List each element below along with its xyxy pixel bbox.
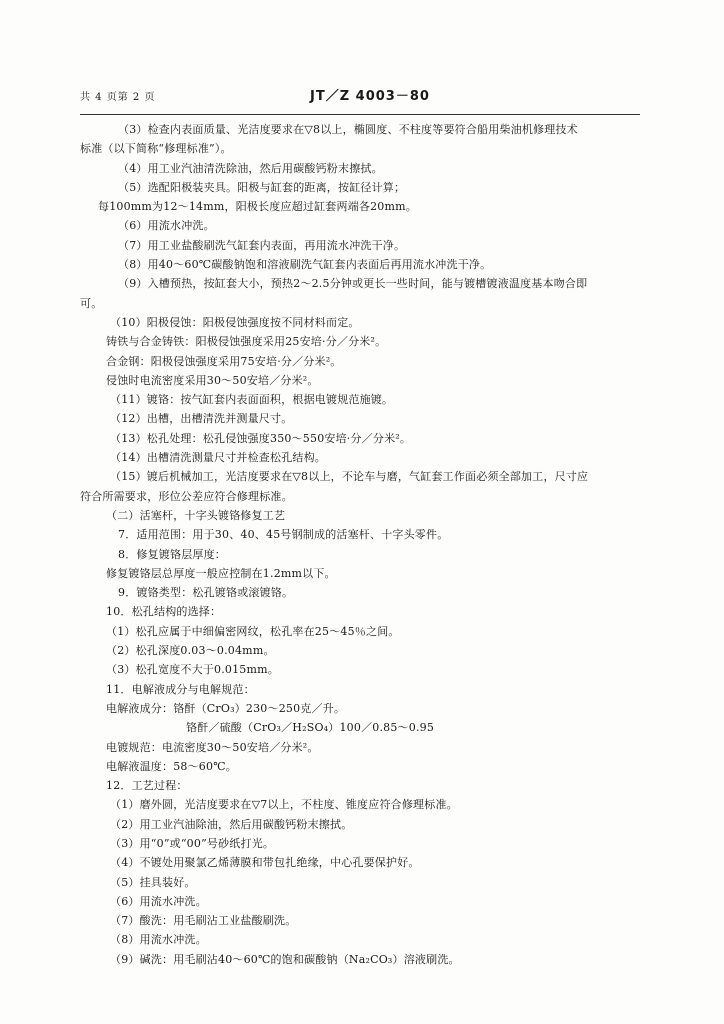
body-text <box>80 120 660 969</box>
text-line: 铬酐／硫酸（CrO₃／H₂SO₄）100／0.85～0.95 <box>186 721 435 735</box>
text-line: 修复镀铬层总厚度一般应控制在1.2mm以下。 <box>106 566 336 580</box>
text-line: （8）用40～60℃碳酸钠饱和溶液刷洗气缸套内表面后再用流水冲洗干净。 <box>118 258 492 272</box>
text-line: （2）松孔深度0.03～0.04mm。 <box>106 644 275 658</box>
text-line: 铸铁与合金铸铁：阳极侵蚀强度采用25安培·分／分米²。 <box>106 335 387 349</box>
text-line: （10）阳极侵蚀：阳极侵蚀强度按不同材料而定。 <box>110 315 360 329</box>
text-line: 每100mm为12～14mm，阳极长度应超过缸套两端各20mm。 <box>98 200 417 214</box>
text-line: （4）用工业汽油清洗除油，然后用碳酸钙粉末擦拭。 <box>118 161 383 175</box>
text-line: （12）出槽，出槽清洗并测量尺寸。 <box>110 412 293 426</box>
text-line: （3）用“0”或“00”号砂纸打光。 <box>110 836 275 850</box>
text-line: 侵蚀时电流密度采用30～50安培／分米²。 <box>106 373 319 387</box>
text-line: （二）活塞杆，十字头镀铬修复工艺 <box>106 508 286 522</box>
text-line: （9）入槽预热，按缸套大小，预热2～2.5分钟或更长一些时间，能与镀槽镀液温度基本吻合即 <box>118 277 588 291</box>
text-line: 电解液成分：铬酐（CrO₃）230～250克／升。 <box>106 701 346 715</box>
text-line: 符合所需要求，形位公差应符合修理标准。 <box>80 489 293 503</box>
text-line: （8）用流水冲洗。 <box>110 933 207 947</box>
text-line: （3）松孔宽度不大于0.015mm。 <box>106 663 279 677</box>
text-line: 电解液温度：58～60℃。 <box>106 759 237 773</box>
text-line: （1）松孔应属于中细偏密网纹，松孔率在25～45％之间。 <box>106 624 400 638</box>
text-line: （11）镀铬：按气缸套内表面面积，根据电镀规范施镀。 <box>110 393 394 407</box>
text-line: （9）碱洗：用毛刷沾40～60℃的饱和碳酸钠（Na₂CO₃）溶液刷洗。 <box>110 952 460 966</box>
text-line: （3）检查内表面质量、光洁度要求在▽8以上，椭圆度、不柱度等要符合船用柴油机修理技术 <box>118 123 578 136</box>
page-number-label: 共 4 页第 2 页 <box>80 92 156 103</box>
page-header <box>80 88 640 108</box>
text-line: （2）用工业汽油除油，然后用碳酸钙粉末擦拭。 <box>110 817 353 831</box>
text-line: 9．镀铬类型：松孔镀铬或滚镀铬。 <box>118 586 294 600</box>
text-line: （6）用流水冲洗。 <box>110 894 207 908</box>
text-line: 合金钢：阳极侵蚀强度采用75安培·分／分米²。 <box>106 354 342 368</box>
standard-number: JT／Z 4003－80 <box>310 89 430 104</box>
header-rule <box>80 114 640 115</box>
text-line: （1）磨外圆，光洁度要求在▽7以上，不柱度、锥度应符合修理标准。 <box>110 798 458 812</box>
text-line: （4）不镀处用聚氯乙烯薄膜和带包扎绝缘，中心孔要保护好。 <box>110 856 420 870</box>
text-line: （15）镀后机械加工，光洁度要求在▽8以上，不论车与磨，气缸套工作面必须全部加工，尺寸应 <box>110 470 589 484</box>
text-line: 电镀规范：电流密度30～50安培／分米²。 <box>106 740 319 754</box>
text-line: （7）酸洗：用毛刷沾工业盐酸刷洗。 <box>110 914 297 928</box>
text-line: （5）选配阳极装夹具。阳极与缸套的距离，按缸径计算； <box>118 180 406 194</box>
text-line: 标准（以下简称“修理标准”）。 <box>80 142 232 156</box>
text-line: （5）挂具装好。 <box>110 875 196 889</box>
text-line: 12．工艺过程： <box>106 779 188 793</box>
text-line: （6）用流水冲洗。 <box>118 219 215 233</box>
text-line: （7）用工业盐酸刷洗气缸套内表面，再用流水冲洗干净。 <box>118 238 406 252</box>
text-line: 11．电解液成分与电解规范： <box>106 682 255 696</box>
text-line: （14）出槽清洗测量尺寸并检查松孔结构。 <box>110 451 326 465</box>
text-line: 可。 <box>80 296 103 310</box>
text-line: 8．修复镀铬层厚度： <box>118 547 226 561</box>
text-line: 10．松孔结构的选择： <box>106 605 222 619</box>
text-line: （13）松孔处理：松孔侵蚀强度350～550安培·分／分米²。 <box>110 431 412 445</box>
text-line: 7．适用范围：用于30、40、45号钢制成的活塞杆、十字头零件。 <box>118 528 449 542</box>
